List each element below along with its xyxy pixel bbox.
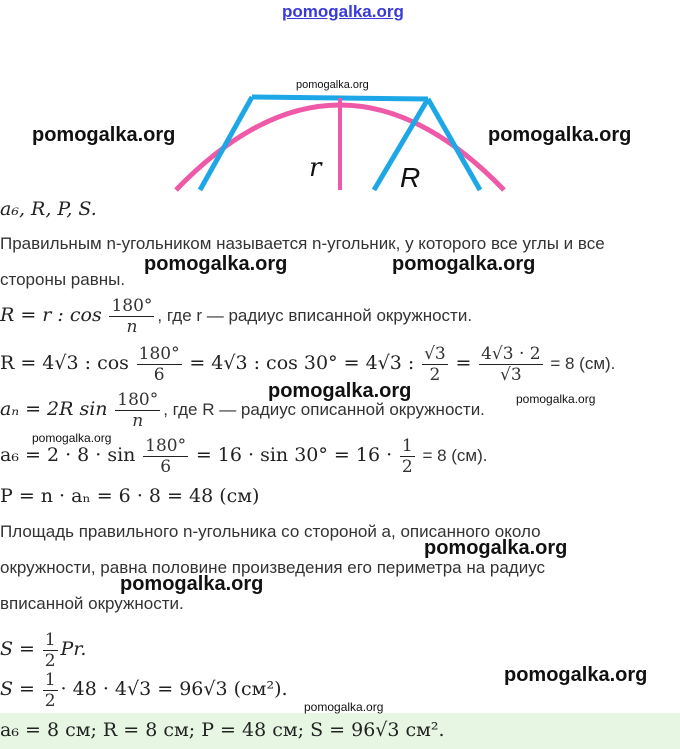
fraction bbox=[479, 344, 543, 385]
definition-line-2: стороны равны. bbox=[0, 270, 126, 289]
formula-result: = 8 (см). bbox=[422, 445, 488, 465]
denominator: 6 bbox=[153, 365, 165, 385]
numerator: 1 bbox=[44, 630, 56, 650]
watermark: pomogalka.org bbox=[488, 124, 632, 146]
watermark: pomogalka.org bbox=[516, 392, 596, 406]
denominator: 2 bbox=[401, 457, 413, 477]
denominator: 6 bbox=[160, 457, 172, 477]
formula-result: = 8 (см). bbox=[550, 353, 616, 373]
formula-part: R = r : cos bbox=[0, 303, 102, 326]
fraction bbox=[109, 296, 154, 337]
formula-area-general bbox=[0, 630, 86, 671]
formula-perimeter: P = n · aₙ = 6 · 8 = 48 (см) bbox=[0, 485, 260, 507]
watermark: pomogalka.org bbox=[32, 431, 112, 445]
label-R: R bbox=[400, 162, 421, 193]
watermark: pomogalka.org bbox=[392, 253, 536, 275]
fraction bbox=[137, 344, 182, 385]
polygon-right-side bbox=[428, 99, 480, 190]
formula-area-value bbox=[0, 670, 288, 711]
numerator: 1 bbox=[401, 436, 413, 456]
watermark: pomogalka.org bbox=[424, 537, 568, 559]
formula-tail: , где r — радиус вписанной окружности. bbox=[157, 305, 473, 325]
formula-part: R = 4√3 : cos bbox=[0, 351, 129, 374]
denominator: 2 bbox=[44, 691, 56, 711]
diagram-inner-watermark: pomogalka.org bbox=[296, 79, 369, 91]
numerator: 4√3 · 2 bbox=[481, 344, 541, 364]
label-r: r bbox=[309, 153, 322, 183]
formula-part: = bbox=[455, 351, 472, 374]
numerator: 180° bbox=[145, 436, 187, 456]
watermark: pomogalka.org bbox=[304, 700, 384, 714]
fraction bbox=[43, 670, 58, 711]
numerator: 180° bbox=[138, 344, 180, 364]
watermark: pomogalka.org bbox=[120, 573, 264, 595]
fraction bbox=[143, 436, 188, 477]
formula-part: Pr. bbox=[60, 637, 87, 660]
watermark: pomogalka.org bbox=[32, 124, 176, 146]
fraction bbox=[400, 436, 415, 477]
fraction bbox=[422, 344, 448, 385]
numerator: √3 bbox=[424, 344, 446, 364]
formula-R-value bbox=[0, 344, 615, 385]
numerator: 1 bbox=[44, 670, 56, 690]
watermark: pomogalka.org bbox=[144, 253, 288, 275]
definition-line-1: Правильным n-угольником называется n-угольник, у которого все углы и все bbox=[0, 234, 605, 253]
formula-a-general bbox=[0, 390, 485, 431]
polygon-left-side bbox=[200, 97, 252, 190]
final-answer: a₆ = 8 см; R = 8 см; P = 48 см; S = 96√3 см². bbox=[0, 719, 445, 741]
denominator: 2 bbox=[429, 365, 441, 385]
formula-part: S = bbox=[0, 637, 35, 660]
area-text-line-1: Площадь правильного n-угольника со стороной a, описанного около bbox=[0, 522, 541, 541]
formula-part: · 48 · 4√3 = 96√3 (см²). bbox=[60, 677, 288, 700]
formula-tail: , где R — радиус описанной окружности. bbox=[163, 399, 485, 419]
denominator: √3 bbox=[500, 365, 522, 385]
given-values: a₆, R, P, S. bbox=[0, 198, 97, 220]
top-site-link[interactable]: pomogalka.org bbox=[282, 2, 404, 21]
formula-part: a₆ = 2 · 8 · sin bbox=[0, 443, 136, 466]
numerator: 180° bbox=[111, 296, 153, 316]
formula-part: S = bbox=[0, 677, 35, 700]
formula-part: = 4√3 : cos 30° = 4√3 : bbox=[189, 351, 415, 374]
numerator: 180° bbox=[117, 390, 159, 410]
area-text-line-2: окружности, равна половине произведения его периметра на радиус bbox=[0, 558, 546, 577]
fraction bbox=[43, 630, 58, 671]
area-text-line-3: вписанной окружности. bbox=[0, 594, 184, 613]
denominator: 2 bbox=[44, 651, 56, 671]
watermark: pomogalka.org bbox=[268, 380, 412, 402]
denominator: n bbox=[126, 317, 138, 337]
watermark: pomogalka.org bbox=[504, 664, 648, 686]
denominator: n bbox=[132, 411, 144, 431]
formula-R-general bbox=[0, 296, 472, 337]
formula-part: = 16 · sin 30° = 16 · bbox=[195, 443, 393, 466]
fraction bbox=[115, 390, 160, 431]
formula-part: aₙ = 2R sin bbox=[0, 397, 108, 420]
